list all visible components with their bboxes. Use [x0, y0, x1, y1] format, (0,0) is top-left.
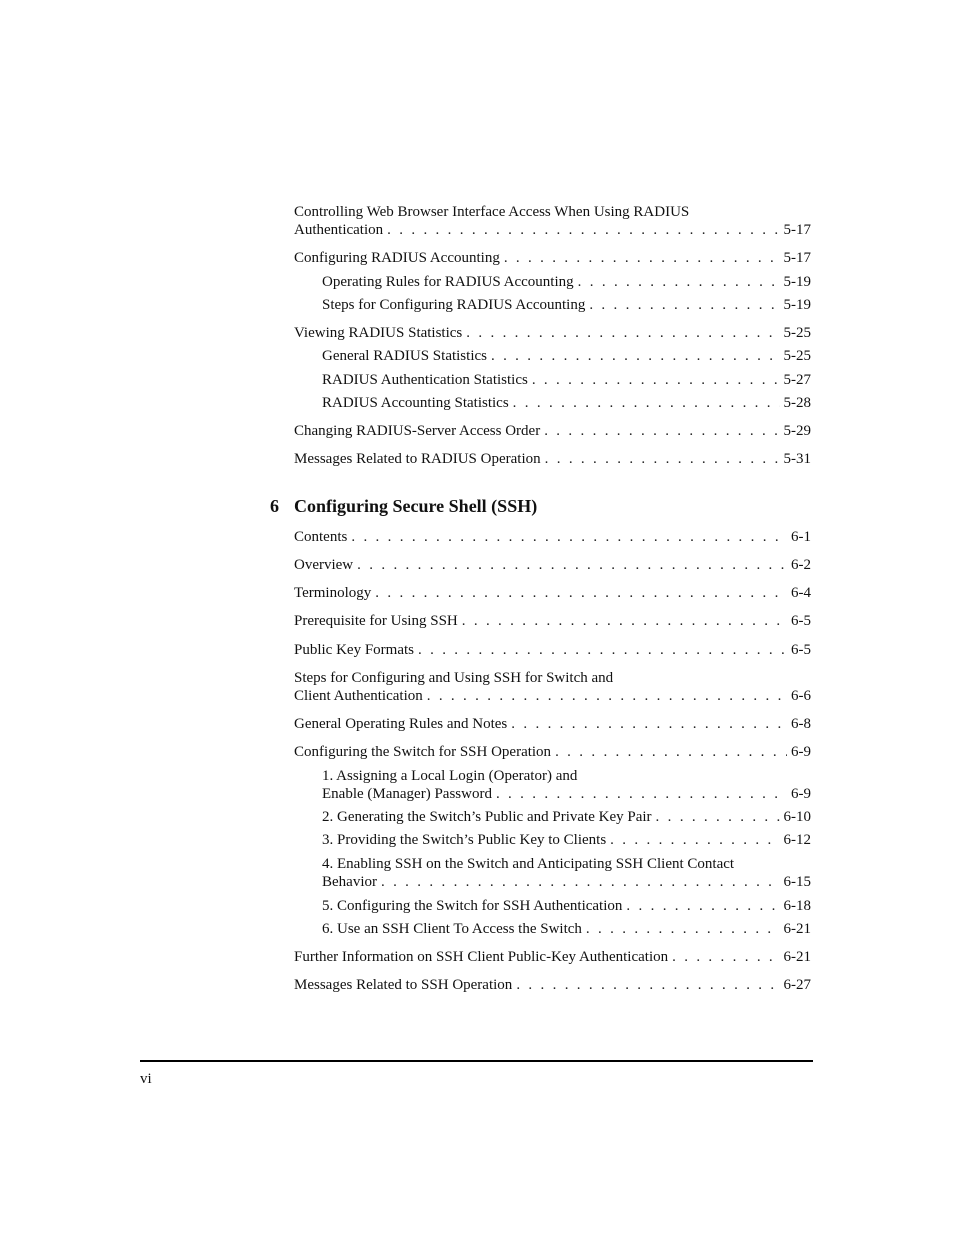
toc-entry-title-line1: 4. Enabling SSH on the Switch and Anticipating SSH Client Contact	[322, 856, 735, 872]
toc-page-number: 5-19	[783, 297, 811, 313]
toc-entry-title: Overview	[294, 557, 354, 573]
toc-page-number: 5-27	[783, 372, 811, 388]
toc-entry-title: Configuring RADIUS Accounting	[294, 250, 500, 266]
toc-entry-title: Viewing RADIUS Statistics	[294, 325, 463, 341]
dot-leader	[532, 371, 780, 389]
dot-leader	[418, 641, 787, 659]
toc-entry[interactable]	[322, 273, 811, 291]
toc-entry-title: Client Authentication	[294, 688, 423, 704]
toc-entry-title: Public Key Formats	[294, 642, 414, 658]
dot-leader	[387, 221, 779, 239]
dot-leader	[427, 687, 787, 705]
toc-page-number: 5-25	[783, 325, 811, 341]
toc-page-number: 6-18	[783, 898, 811, 914]
toc-page-number: 5-17	[783, 250, 811, 266]
toc-entry-title: Prerequisite for Using SSH	[294, 613, 458, 629]
toc-entry[interactable]	[294, 528, 811, 546]
toc-entry-title: Steps for Configuring RADIUS Accounting	[322, 297, 586, 313]
dot-leader	[610, 831, 779, 849]
toc-entry[interactable]	[294, 556, 811, 574]
toc-entry-title: Configuring the Switch for SSH Operation	[294, 744, 552, 760]
dot-leader	[462, 612, 787, 630]
dot-leader	[545, 450, 780, 468]
toc-entry[interactable]	[294, 249, 811, 267]
toc-page-number: 6-21	[783, 921, 811, 937]
dot-leader	[578, 273, 780, 291]
toc-page-number: 6-10	[783, 809, 811, 825]
toc-entry-title: 3. Providing the Switch’s Public Key to Clients	[322, 832, 607, 848]
toc-entry[interactable]	[322, 897, 811, 915]
dot-leader	[513, 394, 780, 412]
toc-entry[interactable]	[322, 296, 811, 314]
dot-leader	[466, 324, 779, 342]
toc-entry[interactable]	[294, 715, 811, 733]
toc-entry[interactable]	[294, 612, 811, 630]
toc-entry-title: 5. Configuring the Switch for SSH Authentication	[322, 898, 623, 914]
toc-page-number: 5-19	[783, 274, 811, 290]
toc-entry[interactable]	[322, 767, 811, 803]
toc-page-number: 6-9	[791, 744, 811, 760]
toc-entry-title: Enable (Manager) Password	[322, 786, 492, 802]
toc-entry[interactable]	[294, 669, 811, 705]
dot-leader	[516, 976, 779, 994]
dot-leader	[555, 743, 787, 761]
toc-entry-title: Authentication	[294, 222, 384, 238]
toc-section-5	[294, 203, 811, 468]
toc-entry[interactable]	[294, 976, 811, 994]
dot-leader	[375, 584, 787, 602]
toc-entry[interactable]	[322, 347, 811, 365]
toc-entry[interactable]	[322, 855, 811, 891]
chapter-number: 6	[270, 496, 279, 516]
dot-leader	[544, 422, 779, 440]
toc-entry-title: 2. Generating the Switch’s Public and Private Key Pair	[322, 809, 652, 825]
toc-entry-title-line1: Controlling Web Browser Interface Access When Using RADIUS	[294, 204, 690, 220]
toc-entry-title: Terminology	[294, 585, 372, 601]
toc-entry-title: Messages Related to RADIUS Operation	[294, 451, 541, 467]
toc-entry-title: General Operating Rules and Notes	[294, 716, 508, 732]
toc-entry-title: RADIUS Accounting Statistics	[322, 395, 509, 411]
toc-page-number: 6-27	[783, 977, 811, 993]
toc-page-number: 5-25	[783, 348, 811, 364]
toc-entry-title-line1: 1. Assigning a Local Login (Operator) and	[322, 768, 578, 784]
toc-page-number: 5-17	[783, 222, 811, 238]
toc-entry-title: Changing RADIUS-Server Access Order	[294, 423, 541, 439]
dot-leader	[511, 715, 787, 733]
toc-entry[interactable]	[294, 450, 811, 468]
toc-page-number: 6-5	[791, 642, 811, 658]
toc-entry-title: 6. Use an SSH Client To Access the Switch	[322, 921, 582, 937]
toc-page-number: 6-8	[791, 716, 811, 732]
toc-page-number: 5-31	[783, 451, 811, 467]
toc-entry[interactable]	[294, 324, 811, 342]
dot-leader	[381, 873, 780, 891]
dot-leader	[672, 948, 779, 966]
dot-leader	[589, 296, 779, 314]
toc-entry[interactable]	[322, 920, 811, 938]
dot-leader	[626, 897, 779, 915]
dot-leader	[504, 249, 780, 267]
dot-leader	[491, 347, 780, 365]
toc-page-number: 6-4	[791, 585, 811, 601]
toc-entry[interactable]	[294, 203, 811, 239]
toc-entry-title: General RADIUS Statistics	[322, 348, 487, 364]
toc-entry[interactable]	[322, 394, 811, 412]
toc-page-number: 6-1	[791, 529, 811, 545]
toc-entry[interactable]	[294, 743, 811, 761]
toc-page-number: 6-2	[791, 557, 811, 573]
dot-leader	[351, 528, 787, 546]
toc-entry-title: Operating Rules for RADIUS Accounting	[322, 274, 574, 290]
toc-entry[interactable]	[322, 371, 811, 389]
dot-leader	[586, 920, 780, 938]
page-number: vi	[140, 1071, 152, 1087]
toc-entry-title-line1: Steps for Configuring and Using SSH for Switch and	[294, 670, 614, 686]
toc-page-number: 6-6	[791, 688, 811, 704]
toc-entry[interactable]	[294, 584, 811, 602]
toc-entry[interactable]	[294, 948, 811, 966]
footer-rule	[140, 1060, 813, 1062]
toc-chapter-6	[294, 528, 811, 994]
toc-entry-title: Messages Related to SSH Operation	[294, 977, 513, 993]
chapter-heading	[270, 496, 537, 517]
toc-entry-title: RADIUS Authentication Statistics	[322, 372, 528, 388]
toc-entry-title: Further Information on SSH Client Public-Key Authentication	[294, 949, 669, 965]
toc-entry[interactable]	[322, 808, 811, 826]
dot-leader	[357, 556, 787, 574]
toc-page-number: 6-15	[783, 874, 811, 890]
toc-page-number: 6-12	[783, 832, 811, 848]
toc-page-number: 6-21	[783, 949, 811, 965]
toc-entry[interactable]	[294, 422, 811, 440]
toc-page-number: 5-28	[783, 395, 811, 411]
toc-entry-title: Behavior	[322, 874, 377, 890]
chapter-title: Configuring Secure Shell (SSH)	[294, 496, 538, 516]
toc-page-number: 6-5	[791, 613, 811, 629]
dot-leader	[656, 808, 780, 826]
dot-leader	[496, 785, 787, 803]
toc-page-number: 6-9	[791, 786, 811, 802]
toc-entry[interactable]	[322, 831, 811, 849]
toc-entry[interactable]	[294, 641, 811, 659]
toc-entry-title: Contents	[294, 529, 348, 545]
toc-page-number: 5-29	[783, 423, 811, 439]
